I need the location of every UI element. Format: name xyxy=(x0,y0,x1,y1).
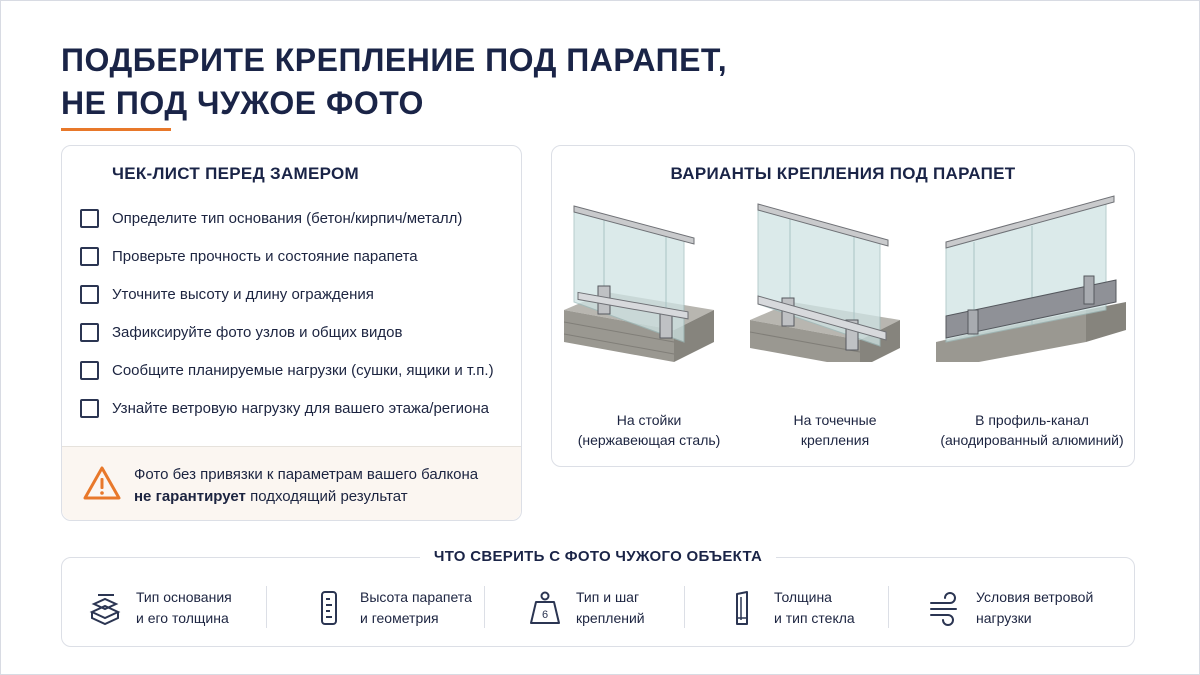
checkbox[interactable] xyxy=(80,361,99,380)
weight-6-icon xyxy=(528,590,562,626)
page-title-line-2: НЕ ПОД ЧУЖОЕ ФОТО xyxy=(61,85,424,121)
checklist-item[interactable] xyxy=(80,207,462,229)
checklist-title: ЧЕК-ЛИСТ ПЕРЕД ЗАМЕРОМ xyxy=(112,164,360,183)
compare-item-line-2: и его толщина xyxy=(136,610,229,626)
checkbox[interactable] xyxy=(80,209,99,228)
warning-triangle-icon xyxy=(82,465,122,501)
divider xyxy=(484,586,485,628)
compare-item-glass xyxy=(726,586,855,630)
checklist-card xyxy=(61,145,522,521)
weight-badge: 6 xyxy=(541,609,549,621)
glass-railing-channel-illustration xyxy=(936,192,1126,362)
compare-item-label xyxy=(576,587,645,629)
page-title-line-1: ПОДБЕРИТЕ КРЕПЛЕНИЕ ПОД ПАРАПЕТ, xyxy=(61,42,728,78)
variant-caption-line-1: В профиль-канал xyxy=(975,412,1089,428)
compare-item-label xyxy=(774,587,855,629)
checkbox[interactable] xyxy=(80,285,99,304)
variants-title: ВАРИАНТЫ КРЕПЛЕНИЯ ПОД ПАРАПЕТ xyxy=(670,164,1016,183)
checklist-item-label: Сообщите планируемые нагрузки (сушки, ящики и т.п.) xyxy=(112,361,494,379)
compare-item-line-1: Тип основания xyxy=(136,589,232,605)
compare-item-line-1: Условия ветровой xyxy=(976,589,1094,605)
divider xyxy=(266,586,267,628)
variant-channel xyxy=(936,192,1124,462)
checkbox[interactable] xyxy=(80,323,99,342)
variant-caption xyxy=(740,410,930,450)
wind-icon xyxy=(928,590,962,626)
variant-posts xyxy=(564,192,734,462)
checklist-item[interactable] xyxy=(80,245,418,267)
checklist-item[interactable] xyxy=(80,359,494,381)
compare-item-label xyxy=(360,587,472,629)
compare-item-line-2: креплений xyxy=(576,610,645,626)
variant-caption-line-2: (нержавеющая сталь) xyxy=(577,432,721,448)
glass-panel-icon xyxy=(726,590,760,626)
title-underline xyxy=(61,128,171,131)
height-ruler-icon xyxy=(312,590,346,626)
variant-point-mount xyxy=(750,192,920,462)
variant-caption-line-2: (анодированный алюминий) xyxy=(940,432,1124,448)
warning-text xyxy=(134,464,478,508)
checkbox[interactable] xyxy=(80,247,99,266)
divider xyxy=(888,586,889,628)
variant-caption xyxy=(932,410,1132,450)
compare-item-label xyxy=(976,587,1093,629)
variant-caption xyxy=(554,410,744,450)
compare-item-fasteners xyxy=(528,586,645,630)
checklist-item-label: Проверьте прочность и состояние парапета xyxy=(112,247,418,265)
layers-base-icon xyxy=(88,590,122,626)
compare-item-wind xyxy=(928,586,1093,630)
compare-item-line-2: и геометрия xyxy=(360,610,439,626)
warning-line-2: подходящий результат xyxy=(245,488,408,505)
variant-caption-line-1: На стойки xyxy=(616,412,682,428)
checklist-item[interactable] xyxy=(80,321,402,343)
checkbox[interactable] xyxy=(80,399,99,418)
variant-caption-line-2: крепления xyxy=(800,432,870,448)
checklist-item[interactable] xyxy=(80,283,374,305)
variant-caption-line-1: На точечные xyxy=(793,412,877,428)
warning-line-1: Фото без привязки к параметрам вашего балкона xyxy=(134,466,479,483)
variants-card xyxy=(551,145,1135,467)
glass-railing-posts-illustration xyxy=(564,192,724,362)
compare-item-line-1: Высота парапета xyxy=(360,589,472,605)
checklist-item-label: Уточните высоту и длину ограждения xyxy=(112,285,374,303)
checklist-item-label: Зафиксируйте фото узлов и общих видов xyxy=(112,323,403,341)
divider xyxy=(684,586,685,628)
glass-railing-point-mount-illustration xyxy=(750,192,910,362)
checklist-item[interactable] xyxy=(80,397,489,419)
compare-card xyxy=(61,548,1135,647)
compare-item-height xyxy=(312,586,472,630)
compare-item-label xyxy=(136,587,232,629)
checklist-item-label: Узнайте ветровую нагрузку для вашего этажа/региона xyxy=(112,399,489,417)
compare-item-base xyxy=(88,586,232,630)
compare-item-line-2: и тип стекла xyxy=(774,610,855,626)
checklist-item-label: Определите тип основания (бетон/кирпич/металл) xyxy=(112,209,463,227)
warning-box xyxy=(62,446,521,520)
compare-item-line-1: Толщина xyxy=(774,589,832,605)
compare-item-line-1: Тип и шаг xyxy=(576,589,640,605)
compare-title: ЧТО СВЕРИТЬ С ФОТО ЧУЖОГО ОБЪЕКТА xyxy=(420,548,776,565)
warning-bold: не гарантирует xyxy=(134,488,246,505)
page-title xyxy=(61,39,727,125)
compare-item-line-2: нагрузки xyxy=(976,610,1032,626)
